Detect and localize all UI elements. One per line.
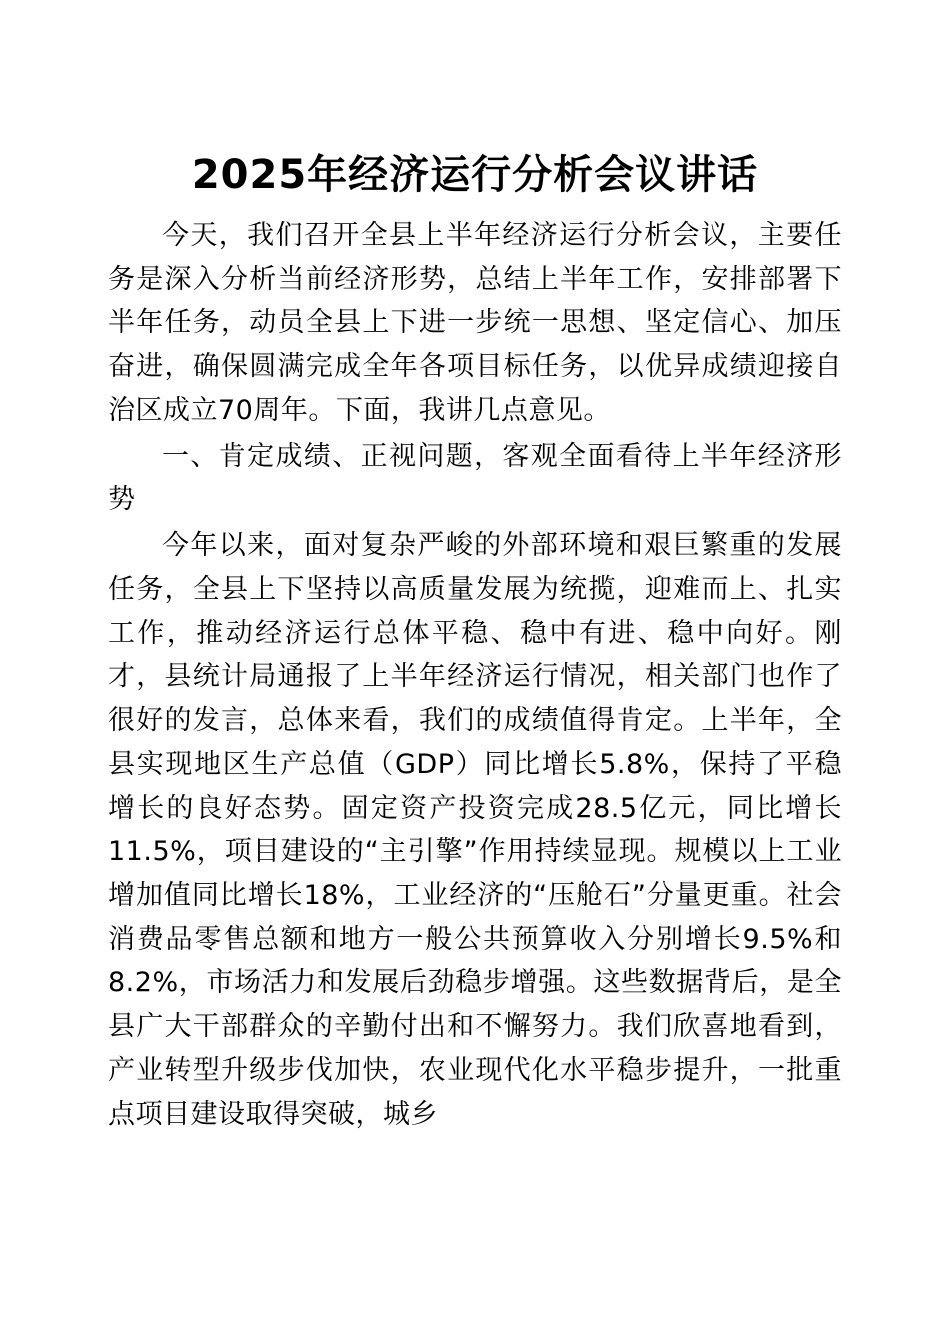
paragraph-body-1: 今年以来，面对复杂严峻的外部环境和艰巨繁重的发展任务，全县上下坚持以高质量发展为统揽，迎难而上、扎实工作，推动经济运行总体平稳、稳中有进、稳中向好。刚才，县统计局通报了上半年经济运行情况，相关部门也作了很好的发言，总体来看，我们的成绩值得肯定。上半年，全县实现地区生产总值（GDP）同比增长5.8%，保持了平稳增长的良好态势。固定资产投资完成28.5亿元，同比增长11.5%，项目建设的“主引擎”作用持续显现。规模以上工业增加值同比增长18%，工业经济的“压舱石”分量更重。社会消费品零售总额和地方一般公共预算收入分别增长9.5%和8.2%，市场活力和发展后劲稳步增强。这些数据背后，是全县广大干部群众的辛勤付出和不懈努力。我们欣喜地看到，产业转型升级步伐加快，农业现代化水平稳步提升，一批重点项目建设取得突破，城乡 xyxy=(108,530,842,1130)
page-title: 2025年经济运行分析会议讲话 xyxy=(191,152,759,198)
paragraph-section-heading-1: 一、肯定成绩、正视问题，客观全面看待上半年经济形势 xyxy=(108,440,842,516)
paragraph-intro: 今天，我们召开全县上半年经济运行分析会议，主要任务是深入分析当前经济形势，总结上半年工作，安排部署下半年任务，动员全县上下进一步统一思想、坚定信心、加压奋进，确保圆满完成全年各项目标任务，以优异成绩迎接自治区成立70周年。下面，我讲几点意见。 xyxy=(108,220,842,426)
